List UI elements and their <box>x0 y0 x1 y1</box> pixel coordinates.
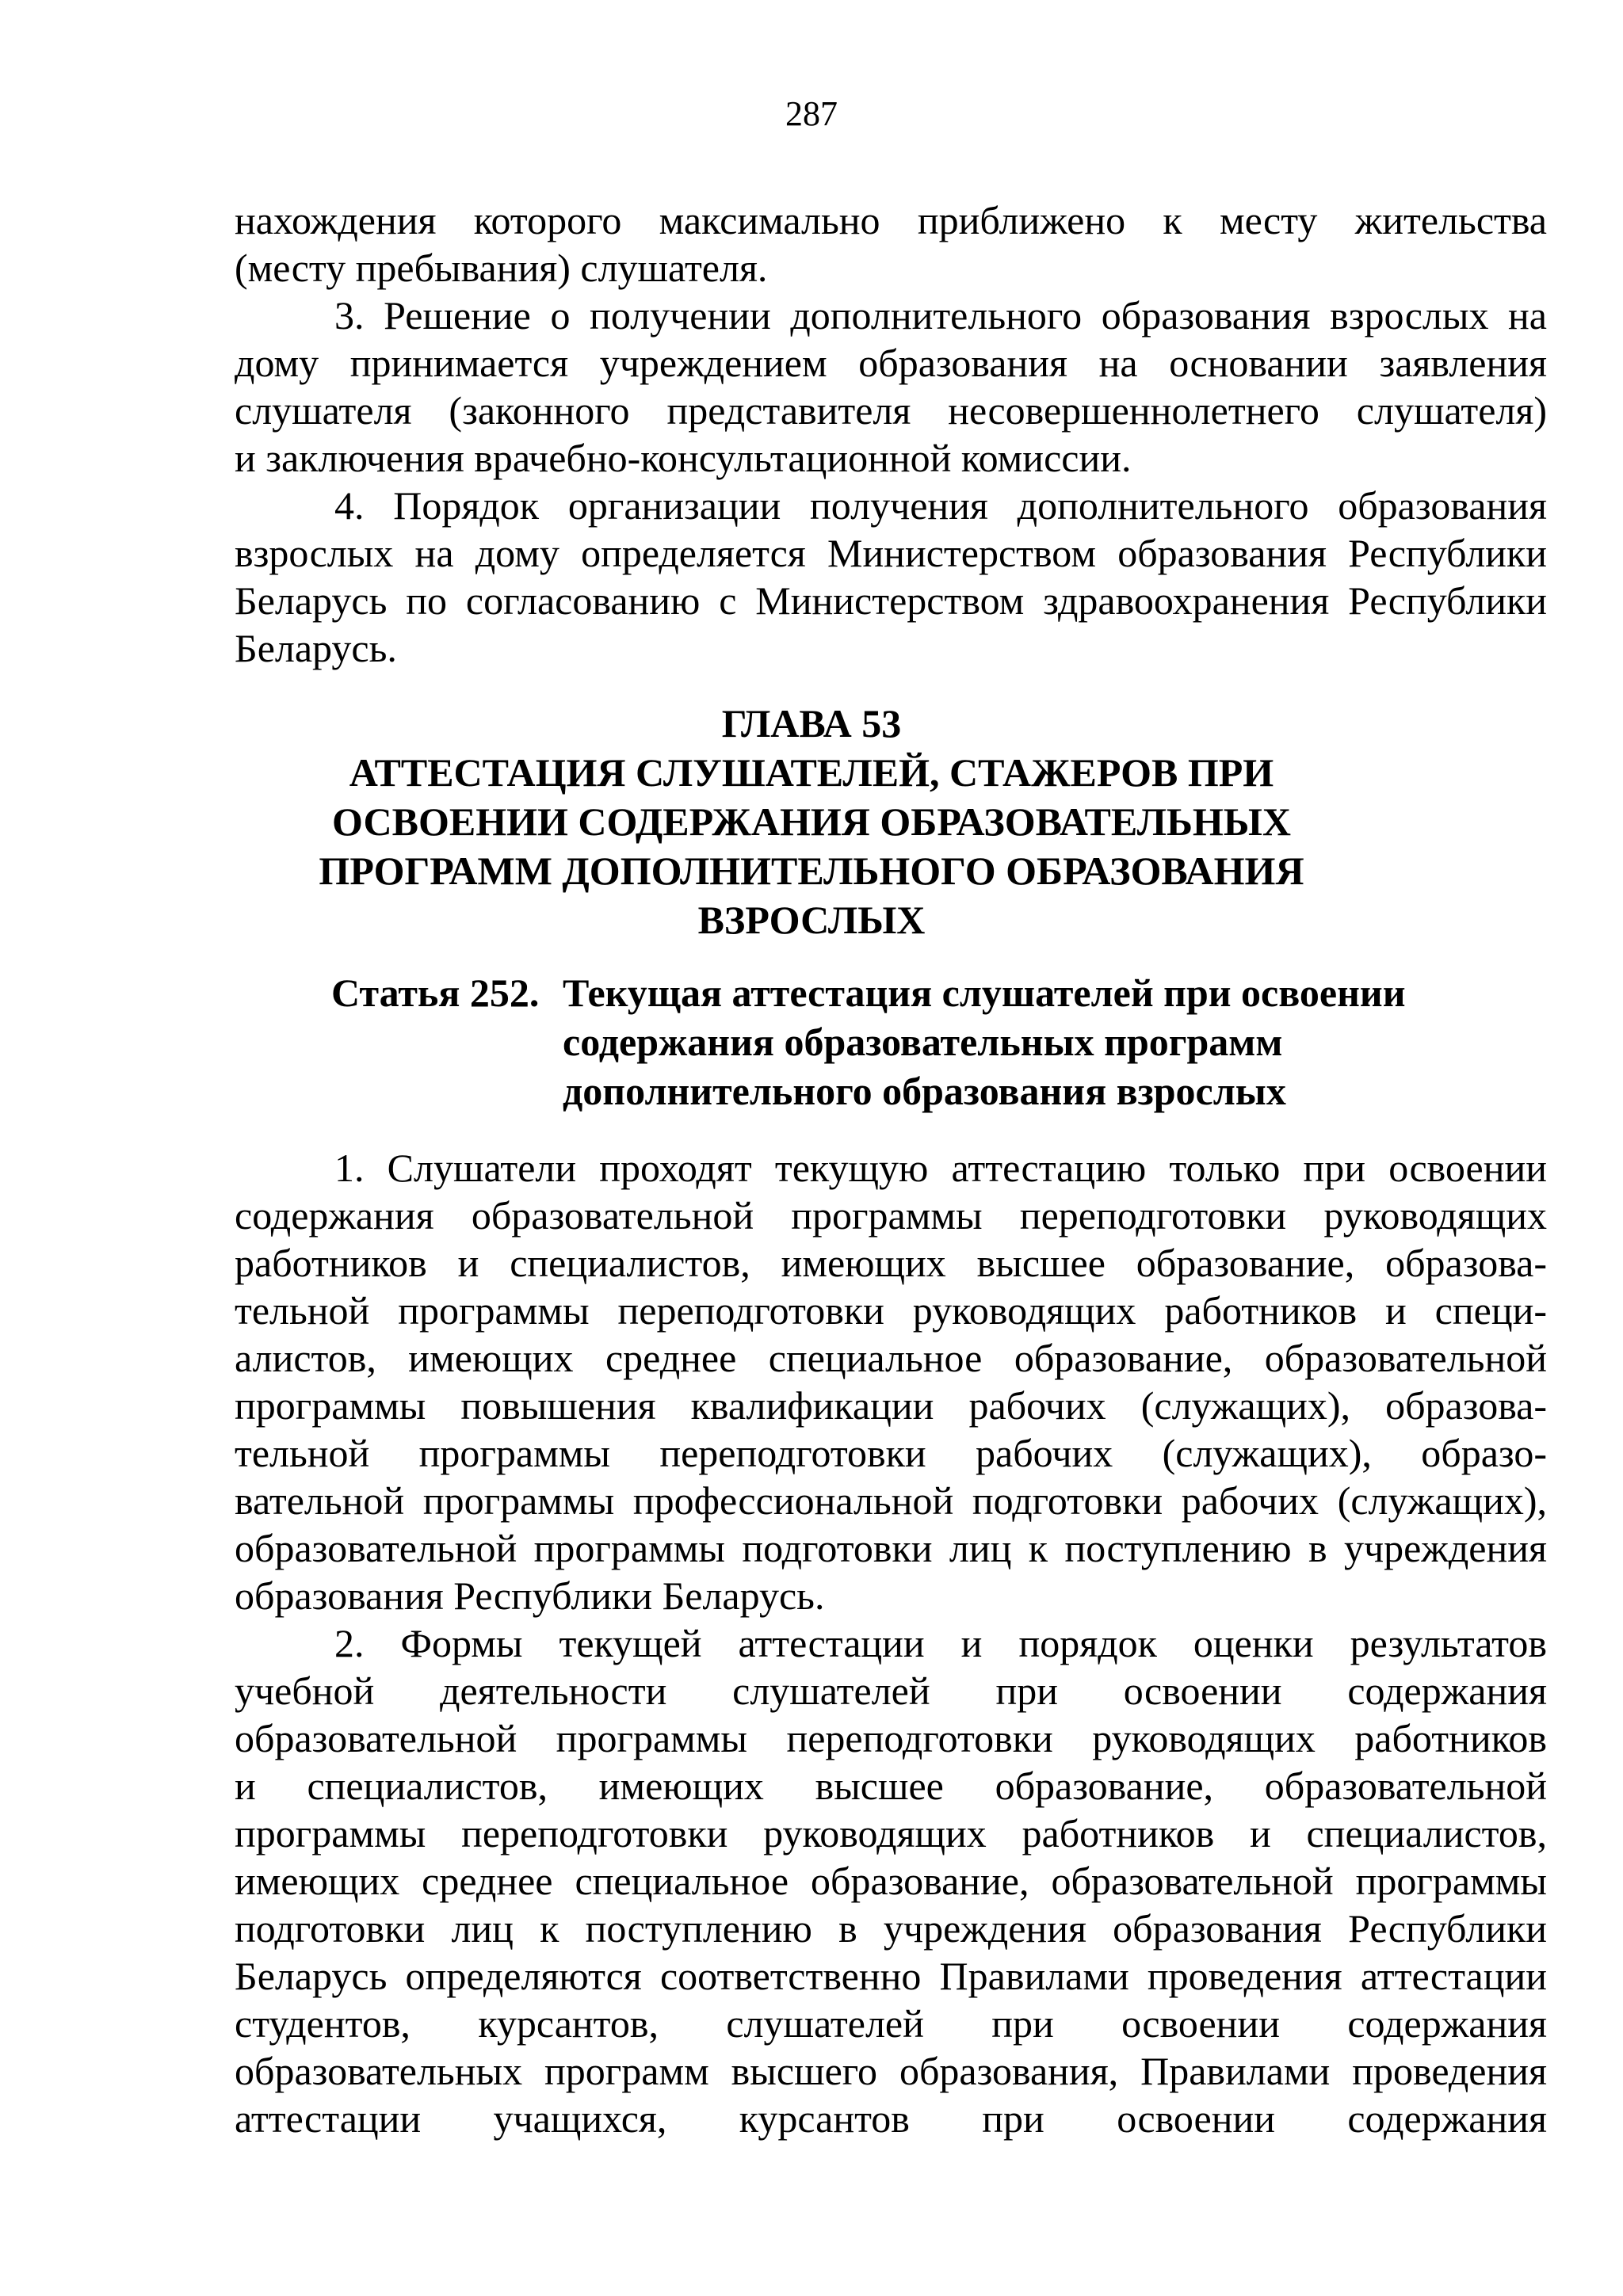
text-line: дому принимается учреждением образования на основании заявления <box>235 341 1547 385</box>
text-line: 4. Порядок организации получения дополнительного образования <box>334 483 1547 528</box>
paragraph-item-4 <box>235 482 1547 672</box>
chapter-title-line: ОСВОЕНИИ СОДЕРЖАНИЯ ОБРАЗОВАТЕЛЬНЫХ <box>332 799 1291 844</box>
article-heading <box>331 968 1520 1116</box>
text-line: учебной деятельности слушателей при освоении содержания <box>235 1669 1547 1713</box>
text-line: нахождения которого максимально приближено к месту жительства <box>235 198 1547 242</box>
text-line: слушателя (законного представителя несовершеннолетнего слушателя) <box>235 388 1547 433</box>
text-line: образовательной программы подготовки лиц к поступлению в учреждения <box>235 1526 1547 1570</box>
article-title-line: Текущая аттестация слушателей при освоении <box>563 971 1406 1015</box>
text-line: 2. Формы текущей аттестации и порядок оценки результатов <box>334 1621 1547 1665</box>
chapter-number: ГЛАВА 53 <box>721 701 902 746</box>
text-line: работников и специалистов, имеющих высшее образование, образова- <box>235 1241 1547 1285</box>
text-line: программы повышения квалификации рабочих (служащих), образова- <box>235 1383 1547 1428</box>
text-line: Беларусь по согласованию с Министерством здравоохранения Республики <box>235 578 1547 623</box>
text-line: тельной программы переподготовки руководящих работников и специ- <box>235 1288 1547 1333</box>
text-line: (месту пребывания) слушателя. <box>235 246 768 290</box>
text-line: вательной программы профессиональной подготовки рабочих (служащих), <box>235 1478 1547 1523</box>
text-line: образовательной программы переподготовки руководящих работников <box>235 1716 1547 1760</box>
text-line: подготовки лиц к поступлению в учреждения образования Республики <box>235 1906 1547 1951</box>
paragraph-article-item-1 <box>235 1144 1547 1619</box>
page-number: 287 <box>785 94 838 133</box>
text-line: тельной программы переподготовки рабочих (служащих), образо- <box>235 1431 1547 1475</box>
chapter-title-line: ВЗРОСЛЫХ <box>697 898 926 942</box>
article-title-line: дополнительного образования взрослых <box>563 1069 1286 1113</box>
text-line: Беларусь определяются соответственно Правилами проведения аттестации <box>235 1954 1547 1998</box>
text-line: 3. Решение о получении дополнительного образования взрослых на <box>334 293 1547 338</box>
text-line: и заключения врачебно-консультационной комиссии. <box>235 436 1132 480</box>
article-title-line: содержания образовательных программ <box>563 1020 1283 1064</box>
paragraph-item-3 <box>235 292 1547 482</box>
text-line: программы переподготовки руководящих работников и специалистов, <box>235 1811 1547 1855</box>
text-line: образования Республики Беларусь. <box>235 1573 825 1618</box>
text-line: 1. Слушатели проходят текущую аттестацию только при освоении <box>334 1146 1547 1190</box>
chapter-title-line: ПРОГРАММ ДОПОЛНИТЕЛЬНОГО ОБРАЗОВАНИЯ <box>319 849 1304 893</box>
chapter-heading <box>0 699 1623 944</box>
text-line: и специалистов, имеющих высшее образование, образовательной <box>235 1764 1547 1808</box>
text-line: содержания образовательной программы переподготовки руководящих <box>235 1193 1547 1238</box>
text-line: аттестации учащихся, курсантов при освоении содержания <box>235 2096 1547 2141</box>
text-line: алистов, имеющих среднее специальное образование, образовательной <box>235 1336 1547 1380</box>
text-line: Беларусь. <box>235 626 397 670</box>
text-line: имеющих среднее специальное образование, образовательной программы <box>235 1859 1547 1903</box>
chapter-title-line: АТТЕСТАЦИЯ СЛУШАТЕЛЕЙ, СТАЖЕРОВ ПРИ <box>349 750 1274 795</box>
article-label: Статья 252. <box>331 971 540 1015</box>
text-line: образовательных программ высшего образования, Правилами проведения <box>235 2049 1547 2093</box>
paragraph-article-item-2 <box>235 1619 1547 2142</box>
text-line: студентов, курсантов, слушателей при освоении содержания <box>235 2001 1547 2046</box>
text-line: взрослых на дому определяется Министерством образования Республики <box>235 531 1547 575</box>
paragraph-continuation <box>235 196 1547 292</box>
